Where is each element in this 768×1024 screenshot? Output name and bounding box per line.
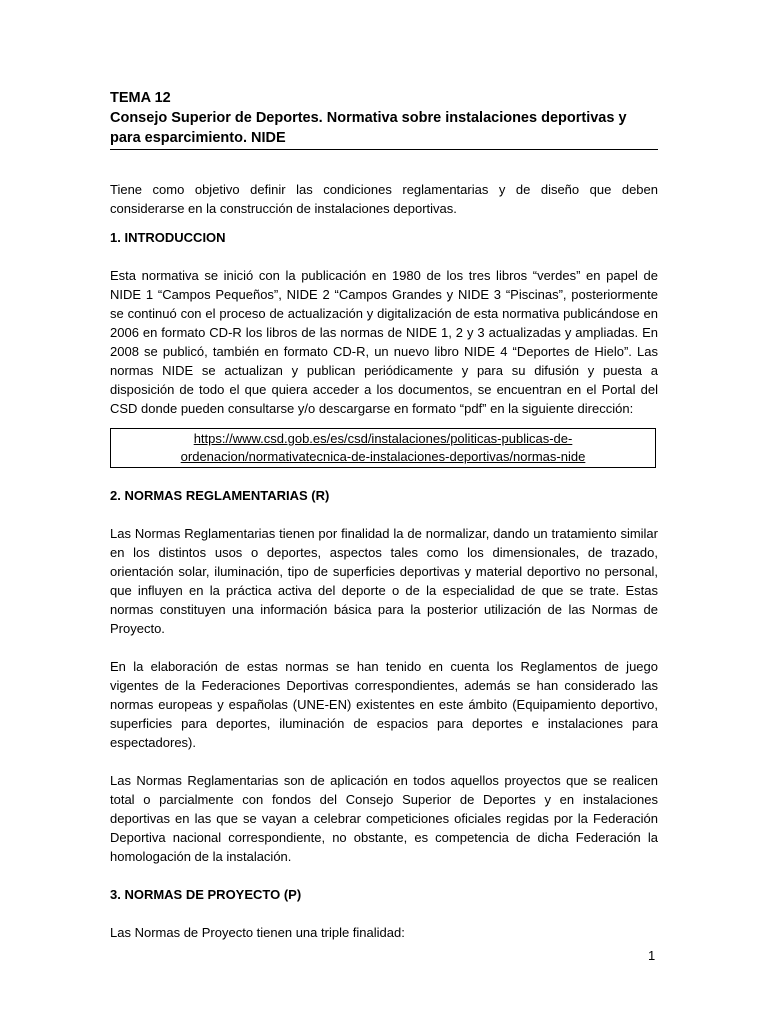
document-page — [110, 88, 658, 942]
introduccion-paragraph: Esta normativa se inició con la publicación en 1980 de los tres libros “verdes” en papel de NIDE 1 “Campos Pequeños”, NIDE 2 “Campos Grandes y NIDE 3 “Piscinas”, posteriormente se continuó con el proceso de actualización y digitalización de esta normativa publicándose en 2006 en formato CD-R los libros de las normas de NIDE 1, 2 y 3 actualizadas y ampliadas. En 2008 se publicó, también en formato CD-R, un nuevo libro NIDE 4 “Deportes de Hielo”. Las normas NIDE se actualizan y publican periódicamente y para su difusión y puesta a disposición de todo el que quiera acceder a los documentos, se encuentran en el Portal del CSD donde pueden consultarse y/o descargarse en formato “pdf” en la siguiente dirección: — [110, 268, 658, 416]
section-heading-normas-reglamentarias: 2. NORMAS REGLAMENTARIAS (R) — [110, 488, 330, 503]
nide-link-line-1[interactable]: https://www.csd.gob.es/es/csd/instalaciones/politicas-publicas-de- — [193, 431, 573, 446]
topic-heading: TEMA 12 — [110, 90, 171, 106]
nide-link-line-2[interactable]: ordenacion/normativatecnica-de-instalaciones-deportivas/normas-nide — [180, 449, 586, 464]
document-title: Consejo Superior de Deportes. Normativa sobre instalaciones deportivas y para esparcimiento. NIDE — [110, 108, 658, 150]
normas-reglamentarias-paragraph-3: Las Normas Reglamentarias son de aplicación en todos aquellos proyectos que se realicen total o parcialmente con fondos del Consejo Superior de Deportes y en instalaciones deportivas en las que se vayan a celebrar competiciones oficiales regidas por la Federación Deportiva nacional correspondiente, no obstante, es competencia de dicha Federación la homologación de la instalación. — [110, 773, 658, 864]
normas-reglamentarias-paragraph-2: En la elaboración de estas normas se han tenido en cuenta los Reglamentos de juego vigentes de la Federaciones Deportivas correspondientes, además se han considerado las normas europeas y españolas (UNE-EN) existentes en este ámbito (Equipamiento deportivo, superficies para deportes, iluminación de espacios para deportes e instalaciones para espectadores). — [110, 659, 658, 750]
section-heading-introduccion: 1. INTRODUCCION — [110, 230, 226, 245]
normas-proyecto-paragraph: Las Normas de Proyecto tienen una triple finalidad: — [110, 925, 405, 940]
intro-paragraph: Tiene como objetivo definir las condiciones reglamentarias y de diseño que deben considerarse en la construcción de instalaciones deportivas. — [110, 182, 658, 216]
link-box — [110, 428, 656, 468]
page-number: 1 — [648, 948, 656, 963]
section-heading-normas-proyecto: 3. NORMAS DE PROYECTO (P) — [110, 887, 302, 902]
normas-reglamentarias-paragraph-1: Las Normas Reglamentarias tienen por finalidad la de normalizar, dando un tratamiento similar en los distintos usos o deportes, aspectos tales como los dimensionales, de trazado, orientación solar, iluminación, tipo de superficies deportivas y material deportivo no personal, que influyen en la práctica activa del deporte o de la especialidad de que se trate. Estas normas constituyen una información básica para la posterior utilización de las Normas de Proyecto. — [110, 526, 658, 636]
